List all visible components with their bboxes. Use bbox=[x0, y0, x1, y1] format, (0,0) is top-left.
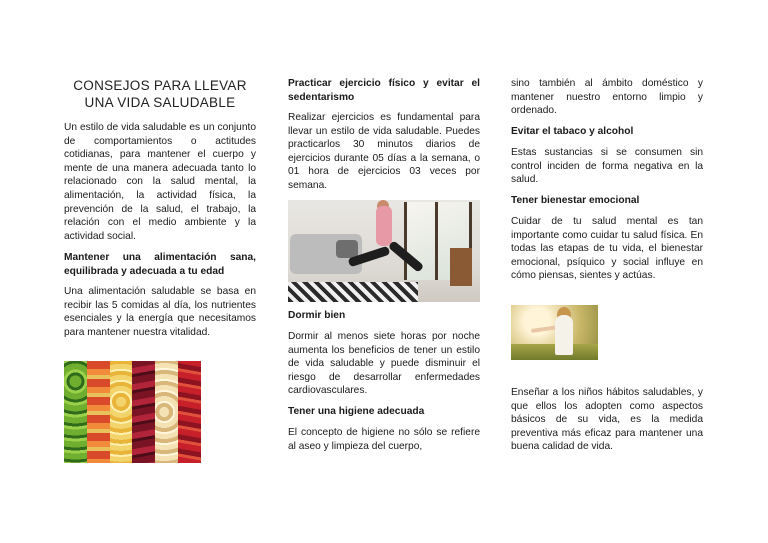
hygiene-paragraph: El concepto de higiene no sólo se refiere al aseo y limpieza del cuerpo, bbox=[288, 427, 480, 452]
children-habits-paragraph: Enseñar a los niños hábitos saludables, y que ellos los adopten como aspectos básicos de su vida, es la medida preventiva más eficaz para mantener una buena calidad de vida. bbox=[511, 387, 703, 453]
dried-fruits-image bbox=[64, 361, 201, 463]
sleep-paragraph: Dormir al menos siete horas por noche aumenta los beneficios de tener un estilo de vida saludable y puede disminuir el riesgo de desarrollar enfermedades cardiovasculares. bbox=[288, 331, 480, 397]
wellbeing-heading: Tener bienestar emocional bbox=[511, 195, 640, 206]
woman-meadow-image bbox=[511, 305, 598, 360]
sleep-heading: Dormir bien bbox=[288, 310, 346, 321]
intro-paragraph: Un estilo de vida saludable es un conjunto de comportamientos o actitudes cotidianas, para mantener el cuerpo y mente de una manera adecuada tanto lo relacionado con la salud mental, la alimentación, la actividad física, la prevención de la salud, el trabajo, la relación con el medio ambiente y la actividad social. bbox=[64, 122, 256, 242]
exercise-paragraph: Realizar ejercicios es fundamental para llevar un estilo de vida saludable. Puedes practicarlos 30 minutos diarios de ejercicios durante 05 días a la semana, o 01 hora de ejercicios 03 veces por semana. bbox=[288, 112, 480, 191]
exercise-heading: Practicar ejercicio físico y evitar el sedentarismo bbox=[288, 78, 480, 103]
hygiene-heading: Tener una higiene adecuada bbox=[288, 406, 425, 417]
exercise-image bbox=[288, 200, 480, 302]
wellbeing-paragraph: Cuidar de tu salud mental es tan importante como cuidar tu salud física. En todas las etapas de tu vida, el bienestar emocional, psíquico y social influye en cómo piensas, sientes y actúas. bbox=[511, 216, 703, 282]
brochure-title: CONSEJOS PARA LLEVAR UNA VIDA SALUDABLE bbox=[73, 78, 247, 110]
hygiene-paragraph-continued: sino también al ámbito doméstico y mantener nuestro entorno limpio y ordenado. bbox=[511, 78, 703, 117]
nutrition-heading: Mantener una alimentación sana, equilibrada y adecuada a tu edad bbox=[64, 252, 256, 277]
nutrition-paragraph: Una alimentación saludable se basa en recibir las 5 comidas al día, los nutrientes esenciales y la energía que necesitamos para mantener nuestra vitalidad. bbox=[64, 286, 256, 338]
tobacco-heading: Evitar el tabaco y alcohol bbox=[511, 126, 634, 137]
tobacco-paragraph: Estas sustancias si se consumen sin control inciden de forma negativa en la salud. bbox=[511, 147, 703, 186]
